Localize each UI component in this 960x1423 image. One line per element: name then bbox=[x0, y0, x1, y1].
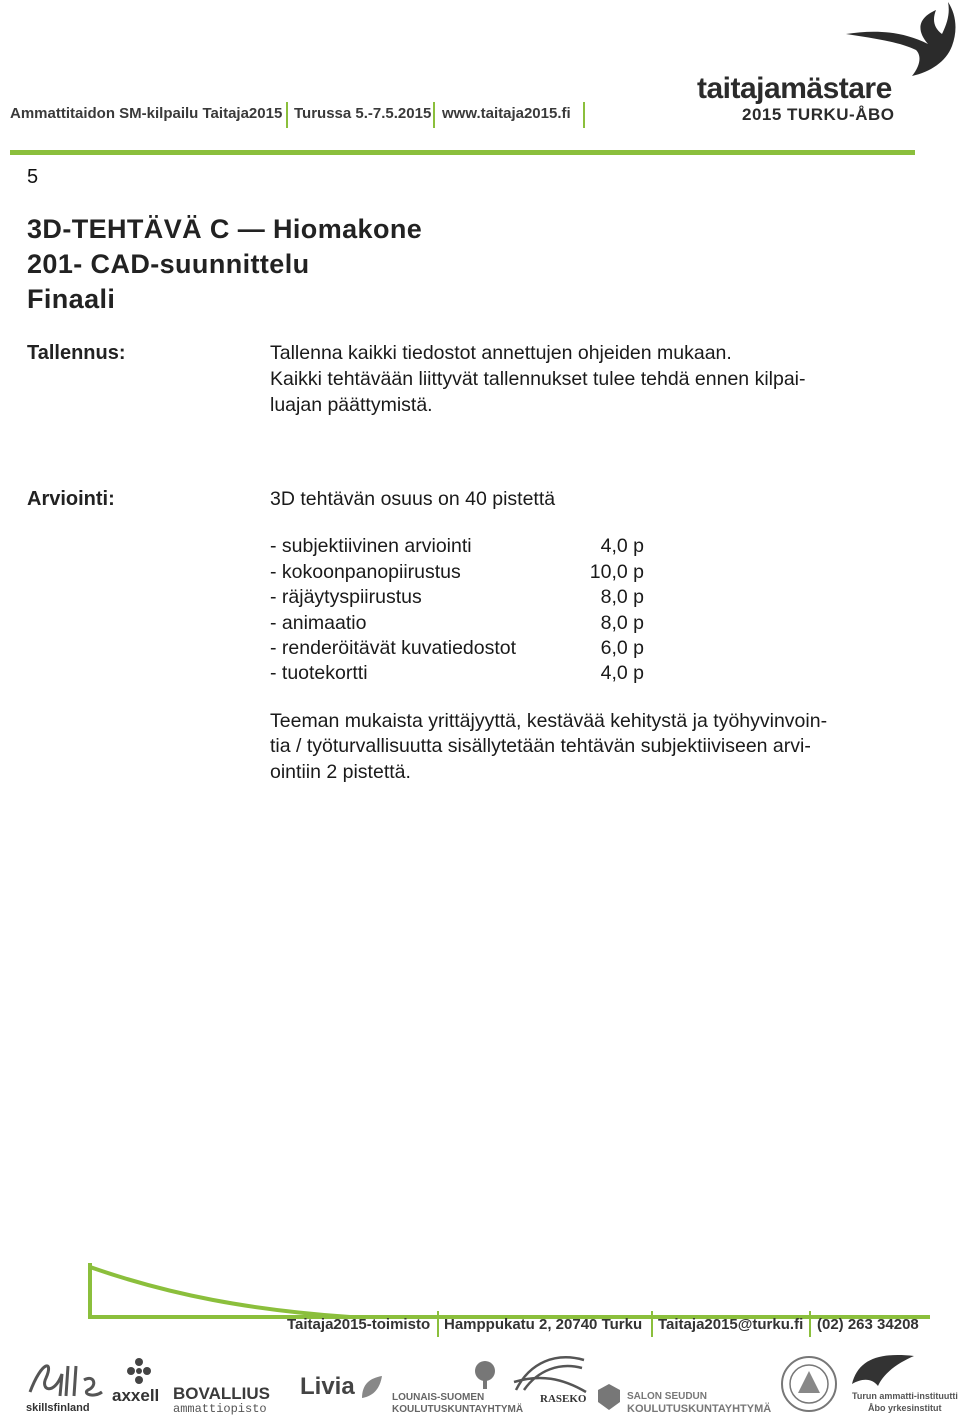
score-item-points: 10,0 p bbox=[589, 561, 644, 583]
axxell-text: axxell bbox=[112, 1386, 160, 1405]
arviointi-note-line: tia / työturvallisuutta sisällytetään tehtävän subjektiiviseen arvi- bbox=[270, 735, 811, 757]
page-stage: Finaali bbox=[27, 284, 116, 314]
page-subtitle: 201- CAD-suunnittelu bbox=[27, 249, 310, 279]
axxell-dots-icon bbox=[124, 1357, 154, 1385]
score-item-name: - räjäytyspiirustus bbox=[270, 586, 422, 608]
logo-bird-icon bbox=[842, 0, 960, 78]
score-item-name: - subjektiivinen arviointi bbox=[270, 535, 472, 557]
score-item-points: 4,0 p bbox=[600, 535, 644, 557]
lounais-suomen-text: LOUNAIS-SUOMEN bbox=[392, 1392, 485, 1403]
raseko-text: RASEKO bbox=[540, 1393, 587, 1405]
score-item-name: - renderöitävät kuvatiedostot bbox=[270, 637, 517, 659]
score-item-name: - kokoonpanopiirustus bbox=[270, 561, 461, 583]
livia-text: Livia bbox=[300, 1373, 355, 1400]
tree-icon bbox=[468, 1360, 502, 1390]
arviointi-note-line: Teeman mukaista yrittäjyyttä, kestävää kehitystä ja työhyvinvoin- bbox=[270, 710, 828, 732]
score-item-points: 6,0 p bbox=[600, 637, 644, 659]
tallennus-label: Tallennus: bbox=[27, 342, 126, 364]
page-number: 5 bbox=[27, 166, 39, 188]
skillsfinland-text: skillsfinland bbox=[26, 1402, 90, 1414]
footer-address-text: Hamppukatu 2, 20740 Turku bbox=[444, 1316, 643, 1333]
header-dates-text: Turussa 5.-7.5.2015 bbox=[294, 105, 432, 122]
turun-instituutti-icon bbox=[848, 1352, 918, 1388]
page-title: 3D-TEHTÄVÄ C — Hiomakone bbox=[27, 214, 423, 244]
score-item-points: 4,0 p bbox=[600, 662, 644, 684]
skills-finland-logo bbox=[24, 1356, 106, 1418]
livia-leaf-icon bbox=[358, 1374, 384, 1400]
salo-emblem-icon bbox=[596, 1382, 622, 1412]
footer-separator bbox=[651, 1311, 653, 1337]
arviointi-label: Arviointi: bbox=[27, 488, 115, 510]
header-separator bbox=[583, 102, 585, 128]
tallennus-text-line: Tallenna kaikki tiedostot annettujen ohjeiden mukaan. bbox=[270, 342, 732, 364]
bovallius-text: BOVALLIUS bbox=[173, 1384, 270, 1403]
salon-seudun-text: SALON SEUDUN bbox=[627, 1391, 708, 1402]
logo-subtitle: 2015 TURKU-ÅBO bbox=[742, 105, 895, 124]
tallennus-text-line: Kaikki tehtävään liittyvät tallennukset tulee tehdä ennen kilpai- bbox=[270, 368, 806, 390]
tao-seal-icon bbox=[780, 1355, 838, 1413]
ammattiopisto-text: ammattiopisto bbox=[173, 1402, 267, 1416]
score-item-name: - animaatio bbox=[270, 612, 367, 634]
tallennus-text-line: luajan päättymistä. bbox=[270, 394, 433, 416]
header-separator bbox=[433, 102, 435, 128]
header-separator bbox=[286, 102, 288, 128]
lounais-kky-text: KOULUTUSKUNTAYHTYMÄ bbox=[392, 1404, 524, 1415]
footer-separator bbox=[437, 1311, 439, 1337]
score-item-points: 8,0 p bbox=[600, 612, 644, 634]
abo-yrkesinstitut-text: Åbo yrkesinstitut bbox=[868, 1403, 942, 1413]
salo-kky-text: KOULUTUSKUNTAYHTYMÄ bbox=[627, 1403, 772, 1415]
raseko-swirl-icon bbox=[510, 1352, 590, 1396]
footer-separator bbox=[809, 1311, 811, 1337]
footer-email-link[interactable]: Taitaja2015@turku.fi bbox=[658, 1316, 804, 1333]
skills-script-icon bbox=[24, 1356, 106, 1402]
footer-phone-text: (02) 263 34208 bbox=[817, 1316, 919, 1333]
turun-ammatti-instituutti-text: Turun ammatti-instituutti bbox=[852, 1391, 958, 1401]
score-item-points: 8,0 p bbox=[600, 586, 644, 608]
header-competition-text: Ammattitaidon SM-kilpailu Taitaja2015 bbox=[10, 105, 283, 122]
header-rule bbox=[10, 150, 915, 155]
footer-office-text: Taitaja2015-toimisto bbox=[287, 1316, 431, 1333]
score-item-name: - tuotekortti bbox=[270, 662, 368, 684]
arviointi-intro: 3D tehtävän osuus on 40 pistettä bbox=[270, 488, 556, 510]
arviointi-note-line: ointiin 2 pistettä. bbox=[270, 761, 411, 783]
axxell-logo bbox=[112, 1357, 166, 1417]
header-website-link[interactable]: www.taitaja2015.fi bbox=[442, 105, 571, 122]
logo-wordmark: taitajamästare bbox=[697, 72, 892, 105]
